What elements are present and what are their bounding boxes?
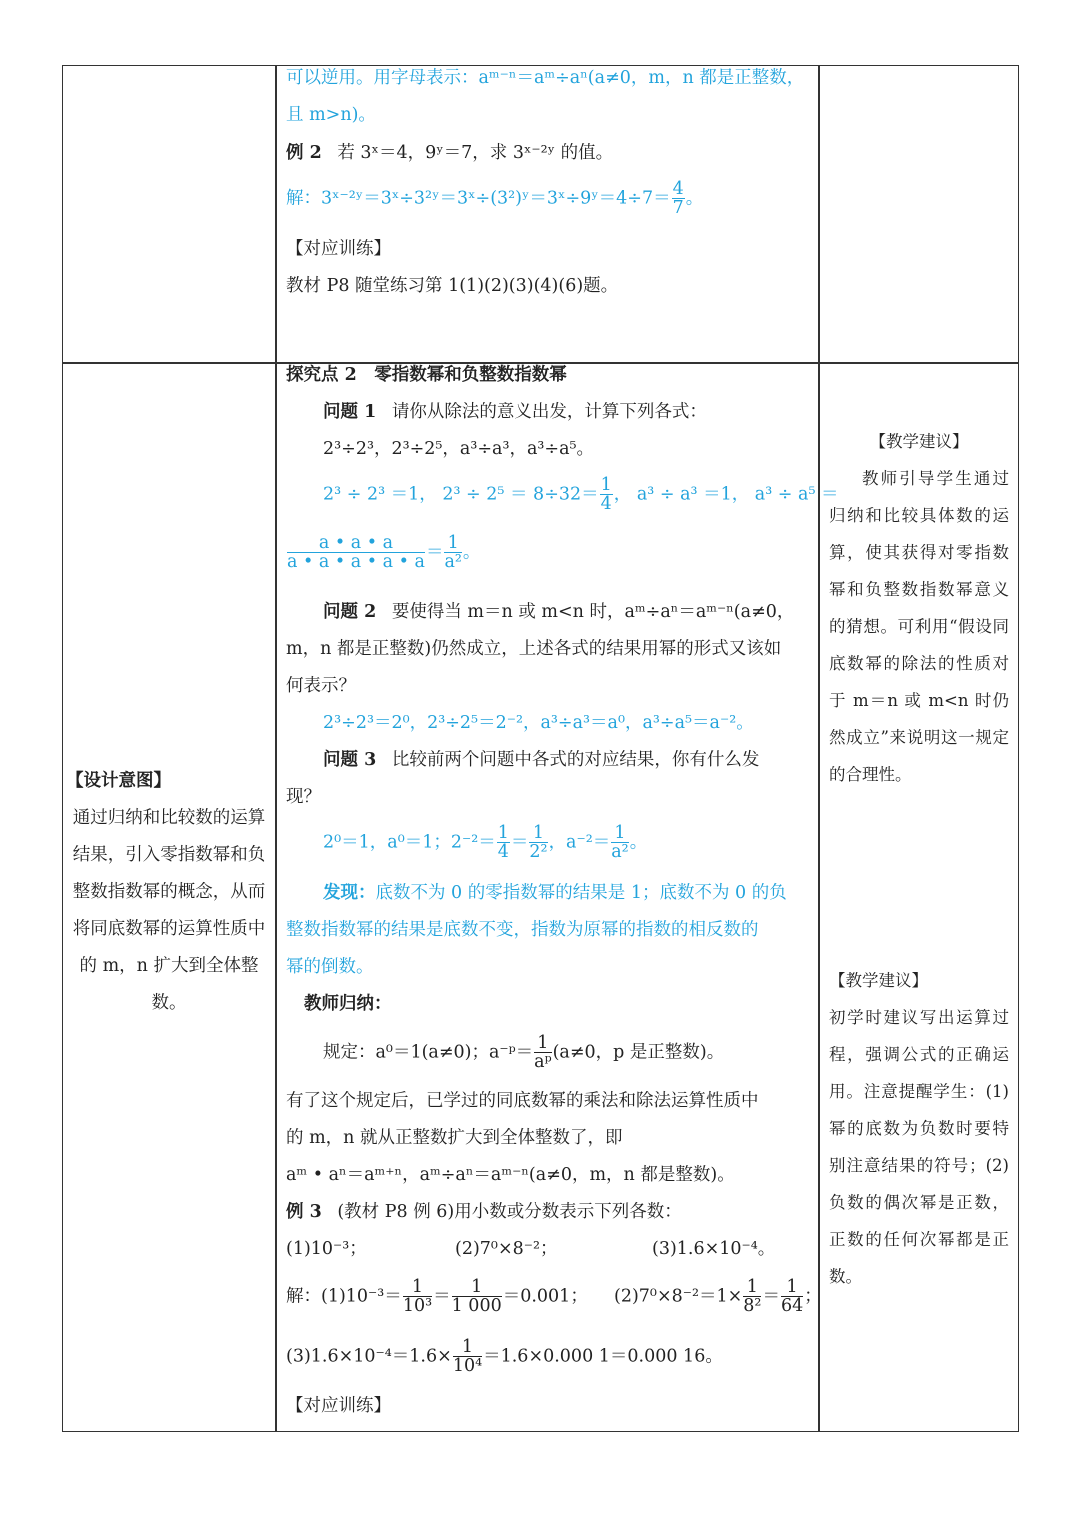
column-divider-left: [275, 65, 277, 1432]
fraction-1-8sq: $\frac{1}{\text{8²}}$: [743, 1277, 762, 1317]
example-3-item-3: (3)1.6×10⁻⁴。: [652, 1239, 776, 1259]
question-2-line1: [323, 604, 794, 622]
example-3-label: 例 3: [286, 1202, 322, 1222]
fraction-1-4: $\frac{1}{4}$: [600, 475, 612, 515]
example-3-item-1: (1)10⁻³；: [286, 1239, 367, 1259]
example-2-label: 例 2: [286, 143, 322, 163]
discovery-line3: 幂的倒数。: [286, 957, 374, 977]
solution-3-part-3: [286, 1338, 723, 1376]
answer-3: [323, 824, 647, 862]
training-heading-2: 【对应训练】: [286, 1396, 391, 1416]
answer-3-end: 。: [629, 832, 648, 853]
question-2-text: 要使得当 m＝n 或 m<n 时，aᵐ÷aⁿ＝aᵐ⁻ⁿ(a≠0，: [391, 602, 795, 622]
discovery-line1: [323, 885, 787, 903]
answer-1-line2: [286, 534, 480, 572]
example-2-text: 若 3ˣ＝4，9ʸ＝7，求 3ˣ⁻²ʸ 的值。: [337, 143, 614, 163]
solution-3-1-equals: ＝: [433, 1286, 451, 1307]
section-title: 探究点 2 零指数幂和负整数指数幂: [286, 365, 567, 385]
solution-3-2-equals: ＝: [762, 1286, 780, 1307]
fraction-1-10cubed: $\frac{1}{\text{10³}}$: [402, 1277, 433, 1317]
question-3-line2: 现？: [286, 787, 321, 807]
answer-3-equals: ＝: [510, 832, 529, 853]
answer-3-part1: 2⁰＝1，a⁰＝1；2⁻²＝: [323, 832, 496, 853]
solution-2-end: 。: [685, 188, 704, 209]
solution-3-3-start: (3)1.6×10⁻⁴＝1.6×: [286, 1346, 452, 1367]
teaching-tip-1-body: 教师引导学生通过归纳和比较具体数的运算，使其获得对零指数幂和负整数指数幂意义的猜想。可利用“假设同底数幂的除法的性质对于 m＝n 或 m<n 时仍然成立”来说明这一规定的合理性。: [829, 469, 1009, 784]
fraction-1-10pow4: $\frac{1}{\text{10⁴}}$: [452, 1337, 483, 1377]
answer-1-part1: 2³ ÷ 2³ ＝1， 2³ ÷ 2⁵ ＝ 8÷32＝: [323, 484, 599, 505]
question-3-line1: [323, 752, 759, 770]
discovery-text: 底数不为 0 的零指数幂的结果是 1；底数不为 0 的负: [375, 883, 787, 903]
solution-3-1-end: ＝0.001；: [502, 1286, 588, 1307]
question-3-text: 比较前两个问题中各式的对应结果，你有什么发: [391, 750, 760, 770]
answer-3-part2: ，a⁻²＝: [548, 832, 611, 853]
fraction-1-64: $\frac{1}{64}$: [780, 1277, 804, 1317]
question-1: [323, 404, 707, 422]
discovery-line2: 整数指数幂的结果是底数不变，指数为原幂的指数的相反数的: [286, 920, 759, 940]
question-1-expressions: 2³÷2³，2³÷2⁵，a³÷a³，a³÷a⁵。: [323, 439, 595, 459]
extension-line1: 有了这个规定后，已学过的同底数幂的乘法和除法运算性质中: [286, 1091, 759, 1111]
example-3-text: (教材 P8 例 6)用小数或分数表示下列各数：: [337, 1202, 682, 1222]
fraction-1-asq: $\frac{1}{\text{a²}}$: [611, 823, 629, 863]
solution-2-expression: 解：3ˣ⁻²ʸ＝3ˣ÷3²ʸ＝3ˣ÷(3²)ʸ＝3ˣ÷9ʸ＝4÷7＝: [286, 188, 671, 209]
fraction-4-7: $\frac{4}{7}$: [672, 179, 684, 219]
fraction-1-2sq: $\frac{1}{\text{2²}}$: [529, 823, 548, 863]
teacher-summary: 教师归纳：: [304, 994, 392, 1014]
question-2-line3: 何表示？: [286, 676, 356, 696]
example-2-solution: [286, 180, 703, 218]
fraction-aaa-over-aaaaa: $\frac{a • a • a}{a • a • a • a • a}$: [287, 533, 425, 573]
solution-3-part-1: [286, 1278, 588, 1316]
extension-line3: aᵐ • aⁿ＝aᵐ⁺ⁿ，aᵐ÷aⁿ＝aᵐ⁻ⁿ(a≠0，m，n 都是整数)。: [286, 1165, 735, 1185]
teaching-tip-2-title: 【教学建议】: [829, 971, 928, 990]
answer-1-end: 。: [462, 542, 481, 563]
design-intent-body: 通过归纳和比较数的运算结果，引入零指数幂和负整数指数幂的概念，从而将同底数幂的运算性质中的 m，n 扩大到全体整数。: [72, 808, 266, 1013]
inverse-rule-line1: 可以逆用。用字母表示：aᵐ⁻ⁿ＝aᵐ÷aⁿ(a≠0，m，n 都是正整数，: [286, 68, 805, 88]
answer-1-part2: ， a³ ÷ a³ ＝1， a³ ÷ a⁵ ＝: [613, 484, 839, 505]
question-3-label: 问题 3: [323, 750, 377, 770]
rule-definition: [323, 1034, 724, 1072]
question-1-text: 请你从除法的意义出发，计算下列各式：: [391, 402, 707, 422]
example-3: [286, 1204, 682, 1222]
extension-line2: 的 m，n 就从正整数扩大到全体整数了，即: [286, 1128, 623, 1148]
fraction-1-a2: $\frac{1}{\text{a²}}$: [444, 533, 462, 573]
teaching-tip-1-title: 【教学建议】: [869, 432, 969, 451]
question-1-label: 问题 1: [323, 402, 377, 422]
fraction-1-1000: $\frac{1}{1 000}$: [451, 1277, 502, 1317]
training-heading-1: 【对应训练】: [286, 239, 391, 259]
teaching-tip-2: [829, 962, 1009, 1295]
answer-1-equals: ＝: [425, 542, 444, 563]
design-intent: [66, 763, 272, 1022]
column-divider-right: [818, 65, 820, 1432]
solution-3-3-end: ＝1.6×0.000 1＝0.000 16。: [483, 1346, 723, 1367]
textbook-practice: 教材 P8 随堂练习第 1(1)(2)(3)(4)(6)题。: [286, 276, 619, 296]
answer-1-line1: [323, 476, 839, 514]
row-divider: [62, 362, 1019, 364]
solution-3-part-2: [614, 1278, 822, 1316]
answer-2: 2³÷2³＝2⁰，2³÷2⁵＝2⁻²，a³÷a³＝a⁰，a³÷a⁵＝a⁻²。: [323, 713, 754, 733]
design-intent-title: 【设计意图】: [66, 771, 171, 791]
question-2-label: 问题 2: [323, 602, 377, 622]
inverse-rule-line2: 且 m>n)。: [286, 105, 376, 125]
fraction-1-4b: $\frac{1}{4}$: [497, 823, 509, 863]
example-2: [286, 145, 613, 163]
example-3-item-2: (2)7⁰×8⁻²；: [455, 1239, 558, 1259]
teaching-tip-2-body: 初学时建议写出运算过程，强调公式的正确运用。注意提醒学生：(1)幂的底数为负数时要特别注意结果的符号；(2)负数的偶次幂是正数，正数的任何次幂都是正数。: [829, 1008, 1009, 1286]
question-2-line2: m，n 都是正整数)仍然成立，上述各式的结果用幂的形式又该如: [286, 639, 782, 659]
solution-3-2-start: (2)7⁰×8⁻²＝1×: [614, 1286, 743, 1307]
solution-3-2-end: ；: [804, 1286, 822, 1307]
rule-part2: (a≠0，p 是正整数)。: [552, 1042, 725, 1063]
rule-part1: 规定：a⁰＝1(a≠0)；a⁻ᵖ＝: [323, 1042, 534, 1063]
fraction-1-ap: $\frac{1}{\text{aᵖ}}$: [534, 1033, 552, 1073]
discovery-label: 发现：: [323, 883, 376, 903]
solution-3-1-start: 解：(1)10⁻³＝: [286, 1286, 402, 1307]
teaching-tip-1: [829, 423, 1009, 793]
